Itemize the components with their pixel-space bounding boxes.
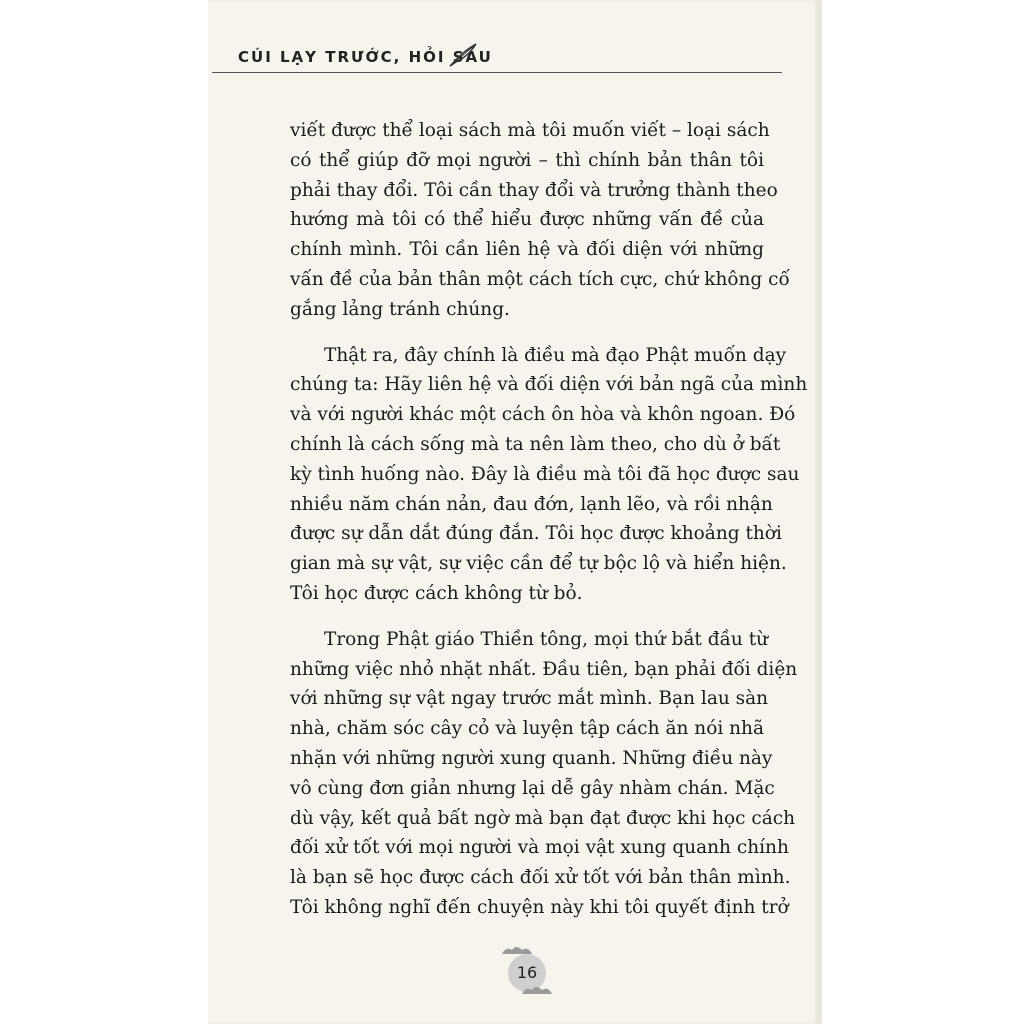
text-line: kỳ tình huống nào. Đây là điều mà tôi đã học được sau [290,463,800,485]
text-line: đối xử tốt với mọi người và mọi vật xung quanh chính [290,837,789,859]
text-line: Tôi không nghĩ đến chuyện này khi tôi quyết định trở [290,896,789,918]
header-rule [212,72,782,73]
text-line: vấn đề của bản thân một cách tích cực, chứ không cố [290,268,790,290]
page-number-badge [492,946,552,1006]
body-text [290,116,808,923]
text-line: những việc nhỏ nhặt nhất. Đầu tiên, bạn phải đối diện [290,658,798,680]
paragraph [290,341,808,609]
text-line: Tôi học được cách không từ bỏ. [290,582,583,604]
text-line: nhiều năm chán nản, đau đớn, lạnh lẽo, và rồi nhận [290,493,773,515]
text-line: nhà, chăm sóc cây cỏ và luyện tập cách ăn nói nhã [290,718,764,740]
paragraph-gap [290,325,764,341]
running-title: CÚI LẠY TRƯỚC, HỎI SAU [238,48,493,66]
text-line: Trong Phật giáo Thiền tông, mọi thứ bắt đầu từ [324,628,769,650]
text-line: gian mà sự vật, sự việc cần để tự bộc lộ và hiển hiện. [290,553,787,575]
page-edge [818,0,822,1024]
text-line: chính mình. Tôi cần liên hệ và đối diện với những [290,239,764,261]
text-line: gắng lảng tránh chúng. [290,298,510,320]
text-line: chúng ta: Hãy liên hệ và đối diện với bản ngã của mình [290,374,808,396]
text-line: phải thay đổi. Tôi cần thay đổi và trưởng thành theo [290,179,778,201]
paragraph [290,625,798,923]
paragraph-gap [290,609,764,625]
text-line: là bạn sẽ học được cách đối xử tốt với bản thân mình. [290,867,791,889]
text-line: viết được thể loại sách mà tôi muốn viết – loại sách [290,120,770,141]
text-line: chính là cách sống mà ta nên làm theo, cho dù ở bất [290,433,781,455]
text-line: nhặn với những người xung quanh. Những điều này [290,747,773,769]
text-line: dù vậy, kết quả bất ngờ mà bạn đạt được khi học cách [290,807,796,829]
text-line: có thể giúp đỡ mọi người – thì chính bản thân tôi [290,149,764,171]
text-line: với những sự vật ngay trước mắt mình. Bạn lau sàn [290,688,769,710]
page-number: 16 [516,963,538,982]
text-line: vô cùng đơn giản nhưng lại dễ gây nhàm chán. Mặc [290,777,775,799]
text-line: hướng mà tôi có thể hiểu được những vấn đề của [290,209,764,231]
book-page [208,0,818,1024]
quill-icon [448,40,480,70]
text-line: được sự dẫn dắt đúng đắn. Tôi học được khoảng thời [290,523,782,545]
cloud-ornament-icon [518,982,558,998]
text-line: Thật ra, đây chính là điều mà đạo Phật muốn dạy [324,344,787,366]
text-line: và với người khác một cách ôn hòa và khôn ngoan. Đó [290,404,796,426]
paragraph [290,116,790,325]
